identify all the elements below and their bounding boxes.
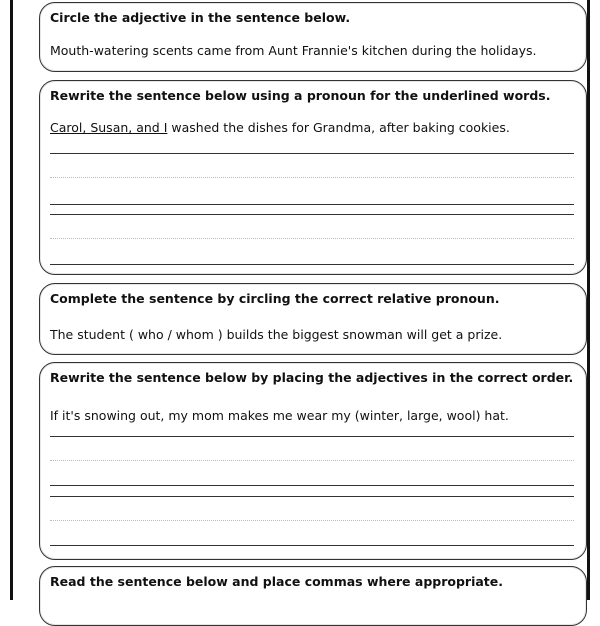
answer-line[interactable] xyxy=(50,264,574,265)
answer-line[interactable] xyxy=(50,153,574,154)
question-1-sentence: Mouth-watering scents came from Aunt Frannie's kitchen during the holidays. xyxy=(50,43,537,58)
answer-guide-line xyxy=(50,238,574,239)
answer-line[interactable] xyxy=(50,496,574,497)
question-3-sentence: The student ( who / whom ) builds the biggest snowman will get a prize. xyxy=(50,327,503,342)
answer-guide-line xyxy=(50,460,574,461)
answer-line[interactable] xyxy=(50,485,574,486)
question-2-sentence-rest: washed the dishes for Grandma, after baking cookies. xyxy=(167,120,510,135)
answer-line[interactable] xyxy=(50,204,574,205)
question-2-instruction: Rewrite the sentence below using a pronoun for the underlined words. xyxy=(50,88,551,103)
question-1-box xyxy=(39,2,587,72)
answer-line[interactable] xyxy=(50,214,574,215)
question-1-instruction: Circle the adjective in the sentence below. xyxy=(50,10,351,25)
question-5-box xyxy=(39,566,587,626)
worksheet xyxy=(10,0,590,600)
answer-line[interactable] xyxy=(50,545,574,546)
question-3-instruction: Complete the sentence by circling the correct relative pronoun. xyxy=(50,291,500,306)
answer-line[interactable] xyxy=(50,436,574,437)
question-4-box xyxy=(39,362,587,560)
answer-guide-line xyxy=(50,177,574,178)
question-2-sentence xyxy=(50,120,510,135)
question-2-box xyxy=(39,80,587,275)
answer-guide-line xyxy=(50,520,574,521)
question-3-box xyxy=(39,283,587,355)
question-2-underlined-words: Carol, Susan, and I xyxy=(50,120,168,135)
question-4-instruction: Rewrite the sentence below by placing the adjectives in the correct order. xyxy=(50,370,574,385)
question-5-instruction: Read the sentence below and place commas where appropriate. xyxy=(50,574,503,589)
question-4-sentence: If it's snowing out, my mom makes me wear my (winter, large, wool) hat. xyxy=(50,408,509,423)
